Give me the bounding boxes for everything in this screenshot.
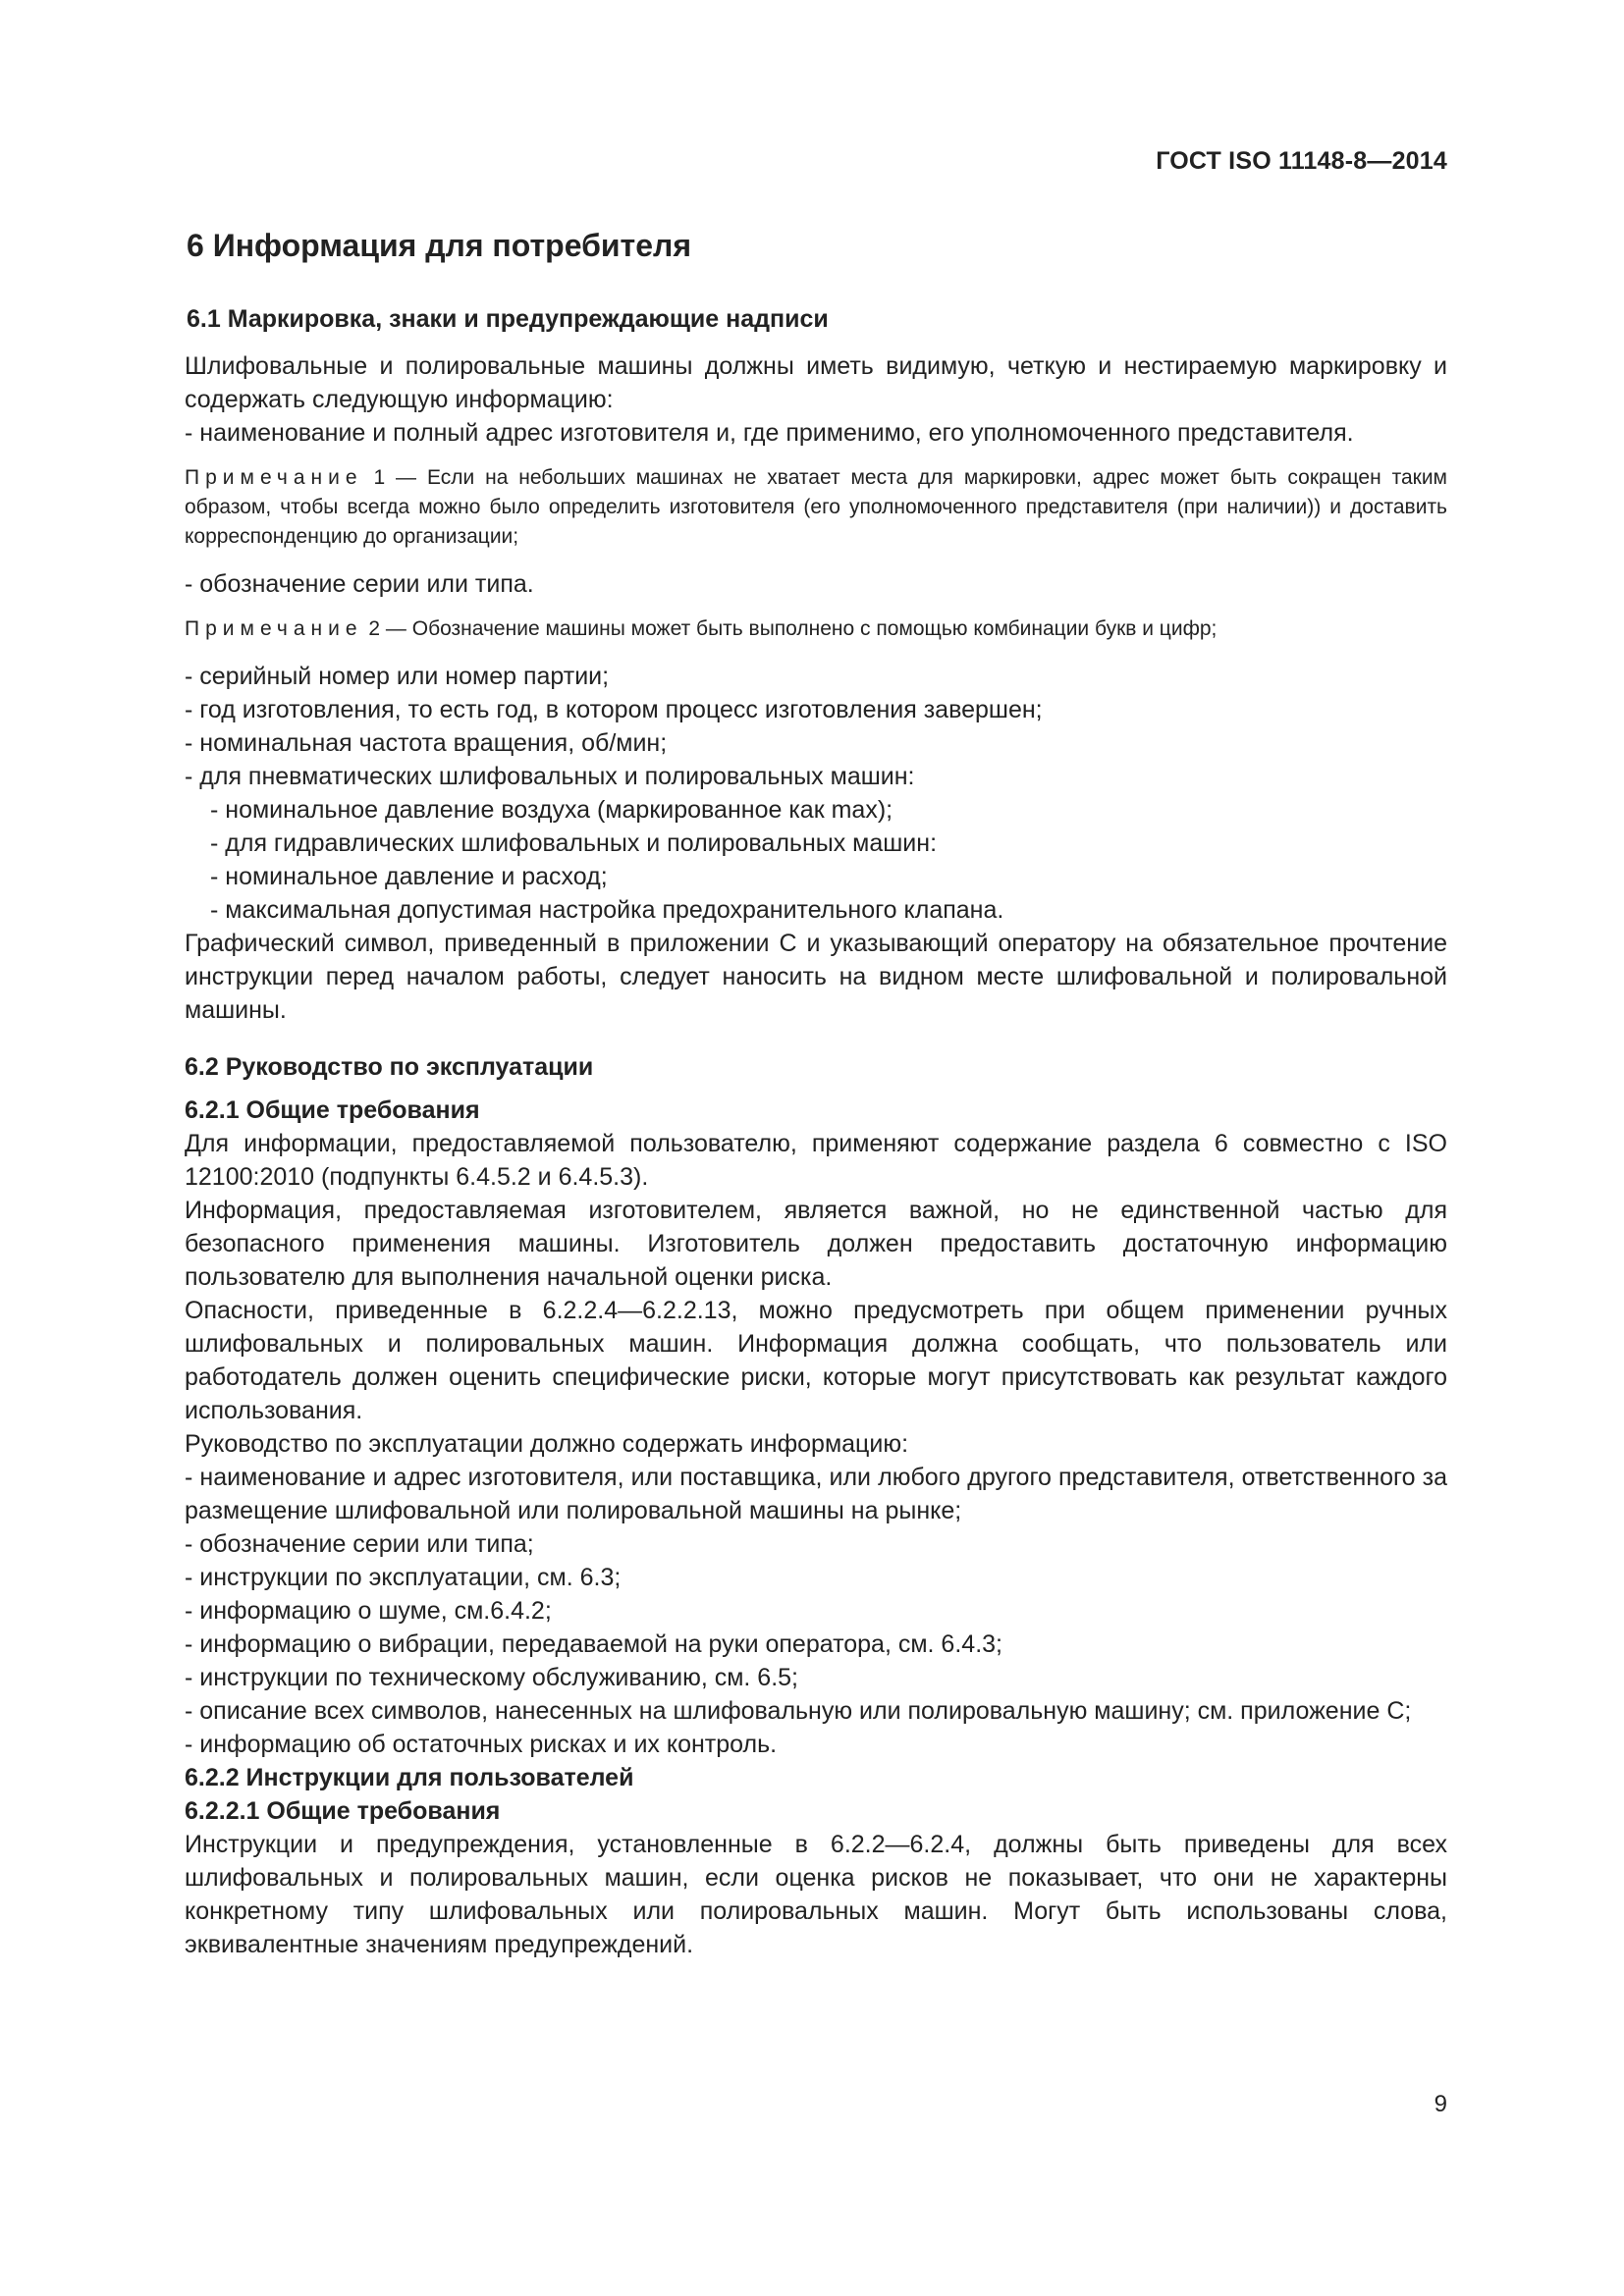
paragraph-instructions-warnings: Инструкции и предупреждения, установленные в 6.2.2—6.2.4, должны быть приведены для всех шлифовальных и полировальных машин, если оценка рисков не показывает, что они не характерны конкретному типу шлифовальных или полировальных машин. Могут быть использованы слова, эквивалентные значениям предупреждений. <box>185 1831 1447 1958</box>
page-content <box>185 226 1447 1961</box>
manual-contents-list <box>185 1461 1447 1761</box>
subsection-title-6-2-1: 6.2.1 Общие требования <box>185 1096 480 1124</box>
subsection-title-6-2-2: 6.2.2 Инструкции для пользователей <box>185 1764 634 1791</box>
list-item: - описание всех символов, нанесенных на шлифовальную или полировальную машину; см. приложение С; <box>185 1697 1412 1725</box>
document-code: ГОСТ ISO 11148-8—2014 <box>1156 147 1447 175</box>
list-subitem: - номинальное давление и расход; <box>210 863 608 890</box>
paragraph-manufacturer-info: Информация, предоставляемая изготовителем, является важной, но не единственной частью для безопасного применения машины. Изготовитель должен предоставить достаточную информацию пользователю для выполнения начальной оценки риска. <box>185 1197 1447 1291</box>
paragraph-manual-contents: Руководство по эксплуатации должно содержать информацию: <box>185 1430 909 1458</box>
paragraph-marking-intro <box>185 349 1447 416</box>
list-item: - информацию о шуме, см.6.4.2; <box>185 1597 552 1625</box>
list-subitem: - максимальная допустимая настройка предохранительного клапана. <box>210 896 1004 924</box>
list-item: - информацию об остаточных рисках и их контроль. <box>185 1731 778 1758</box>
list-item-series-type: - обозначение серии или типа. <box>185 570 534 598</box>
list-item: - серийный номер или номер партии; <box>185 663 610 690</box>
note-1-label: Примечание <box>185 466 363 489</box>
subsection-title-6-1: 6.1 Маркировка, знаки и предупреждающие надписи <box>187 305 829 333</box>
note-2-label: Примечание <box>185 617 363 640</box>
paragraph-hazards: Опасности, приведенные в 6.2.2.4—6.2.2.13, можно предусмотреть при общем применении ручных шлифовальных и полировальных машин. Информация должна сообщать, что пользователь или работодатель должен оценить специфические риски, которые могут присутствовать как результат каждого использования. <box>185 1297 1447 1424</box>
note-1 <box>185 463 1447 552</box>
marking-list <box>185 660 1447 927</box>
list-item: - обозначение серии или типа; <box>185 1530 534 1558</box>
page-number: 9 <box>1434 2091 1447 2117</box>
note-2-text: 2 — Обозначение машины может быть выполнено с помощью комбинации букв и цифр; <box>362 617 1218 640</box>
section-title: 6 Информация для потребителя <box>187 228 691 263</box>
paragraph-user-info: Для информации, предоставляемой пользователю, применяют содержание раздела 6 совместно с ISO 12100:2010 (подпункты 6.4.5.2 и 6.4.5.3). <box>185 1130 1447 1191</box>
list-subitem: - номинальное давление воздуха (маркированное как max); <box>210 796 893 824</box>
list-item-manufacturer: - наименование и полный адрес изготовителя и, где применимо, его уполномоченного представителя. <box>185 419 1354 447</box>
note-1-text: 1 — Если на небольших машинах не хватает места для маркировки, адрес может быть сокращен таким образом, чтобы всегда можно было определить изготовителя (его уполномоченного представителя (при наличии)) и доставить корреспонденцию до организации; <box>185 466 1447 548</box>
paragraph-graphic-symbol: Графический символ, приведенный в приложении С и указывающий оператору на обязательное прочтение инструкции перед началом работы, следует наносить на видном месте шлифовальной и полировальной машины. <box>185 930 1447 1024</box>
list-item: - инструкции по эксплуатации, см. 6.3; <box>185 1564 622 1591</box>
list-item: - информацию о вибрации, передаваемой на руки оператора, см. 6.4.3; <box>185 1630 1002 1658</box>
list-item: - номинальная частота вращения, об/мин; <box>185 729 668 757</box>
subsection-title-6-2-2-1: 6.2.2.1 Общие требования <box>185 1797 501 1825</box>
paragraph-marking-intro-text: Шлифовальные и полировальные машины должны иметь видимую, четкую и нестираемую маркировку и содержать следующую информацию: <box>185 352 1447 413</box>
list-item: - инструкции по техническому обслуживанию, см. 6.5; <box>185 1664 798 1691</box>
note-2 <box>185 614 1447 644</box>
subsection-title-6-2: 6.2 Руководство по эксплуатации <box>185 1053 594 1081</box>
list-item: - для пневматических шлифовальных и полировальных машин: <box>185 763 915 790</box>
list-item: - наименование и адрес изготовителя, или поставщика, или любого другого представителя, ответственного за размещение шлифовальной или полировальной машины на рынке; <box>185 1464 1447 1524</box>
list-item: - год изготовления, то есть год, в котором процесс изготовления завершен; <box>185 696 1043 723</box>
list-subitem: - для гидравлических шлифовальных и полировальных машин: <box>210 829 938 857</box>
